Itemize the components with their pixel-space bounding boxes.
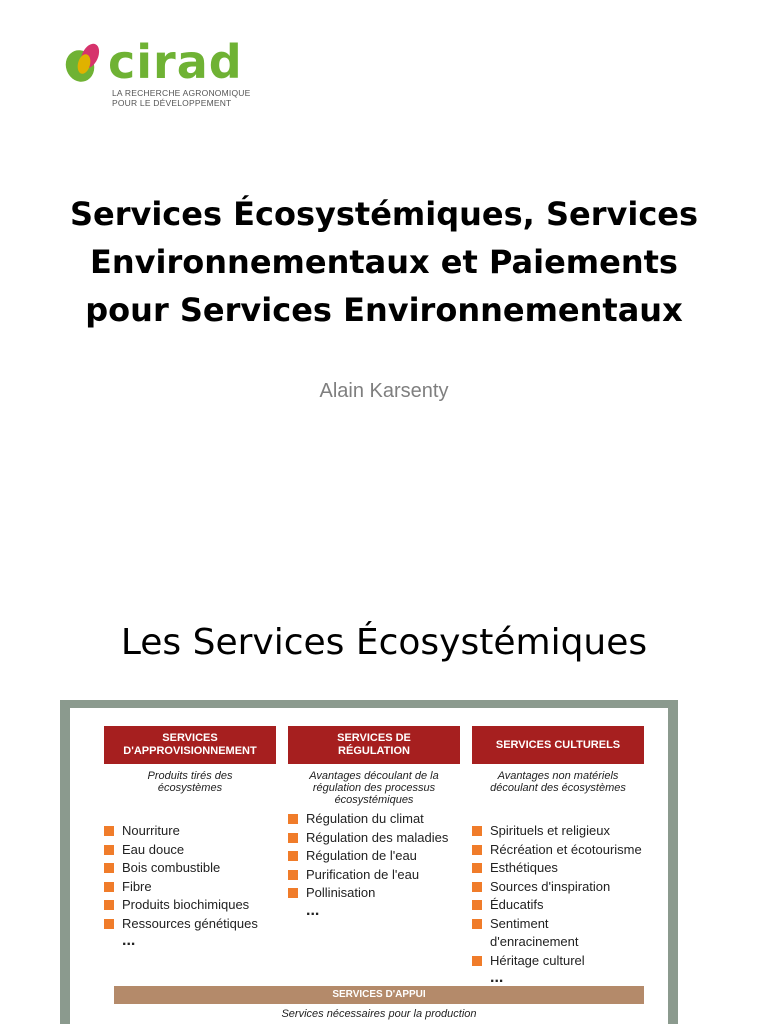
cirad-logo [62, 36, 262, 116]
bullet-square-icon [104, 882, 114, 892]
bullet-square-icon [472, 863, 482, 873]
list-item-label: Nourriture [122, 823, 180, 838]
list-item [104, 896, 276, 915]
slide2-title: Les Services Écosystémiques [120, 622, 648, 663]
list-item-label: d'enracinement [490, 934, 579, 949]
list-item [104, 859, 276, 878]
bullet-square-icon [472, 956, 482, 966]
column-subtitle-line: Produits tirés des [147, 770, 233, 782]
bullet-square-icon [104, 845, 114, 855]
bullet-square-icon [472, 882, 482, 892]
bullet-square-icon [104, 863, 114, 873]
column-subtitle-line: écosystèmes [157, 782, 223, 794]
list-item [104, 822, 276, 841]
bullet-square-icon [288, 870, 298, 880]
list-item-label: Éducatifs [490, 897, 544, 912]
title-line-2: Environnementaux et Paiements [90, 243, 678, 281]
column-header [104, 726, 276, 764]
list-item-label: Purification de l'eau [306, 866, 420, 882]
list-item [288, 866, 460, 885]
column-subtitle-line: Avantages non matériels [497, 770, 619, 782]
bullet-square-icon [472, 845, 482, 855]
list-item-label: Sources d'inspiration [490, 878, 611, 894]
title-line-3: pour Services Environnementaux [85, 291, 683, 329]
list-item-label: Pollinisation [306, 885, 376, 900]
list-item-label: Spirituels et religieux [490, 823, 610, 838]
bullet-square-icon [288, 851, 298, 861]
list-item-label: Régulation du climat [306, 811, 424, 826]
list-item-label: Produits biochimiques [122, 897, 250, 912]
column-subtitle [472, 770, 644, 806]
column-provisioning [104, 726, 276, 949]
list-item [472, 952, 644, 971]
ecosystem-services-figure [60, 700, 678, 1024]
list-item [472, 822, 644, 841]
slide-title [40, 190, 728, 334]
more-ellipsis: ... [122, 932, 136, 949]
column-subtitle [104, 770, 276, 806]
column-subtitle-line: écosystémiques [334, 794, 414, 806]
logo-tagline-line1: LA RECHERCHE AGRONOMIQUE [112, 88, 251, 98]
column-header [472, 726, 644, 764]
list-item [288, 847, 460, 866]
column-subtitle [288, 770, 460, 806]
bullet-square-icon [472, 826, 482, 836]
list-item-label: Ressources génétiques [122, 915, 258, 931]
list-item [472, 915, 644, 934]
list-item-label: Fibre [122, 878, 152, 894]
logo-wordmark: cirad [108, 35, 243, 89]
list-item [472, 859, 644, 878]
column-regulation [288, 726, 460, 919]
column-header-line: SERVICES [162, 732, 218, 744]
more-ellipsis: ... [490, 969, 504, 986]
list-item [472, 841, 644, 860]
list-item-label: Esthétiques [490, 860, 558, 875]
support-services-subtitle: Services nécessaires pour la production [281, 1008, 477, 1020]
list-item-label: Eau douce [122, 841, 185, 857]
logo-tagline-line2: POUR LE DÉVELOPPEMENT [112, 98, 232, 108]
leaf-logo-icon [62, 40, 106, 84]
list-item-label: Bois combustible [122, 860, 221, 875]
bullet-square-icon [104, 919, 114, 929]
list-item-label: Héritage culturel [490, 952, 585, 968]
bullet-square-icon [104, 900, 114, 910]
figure-panel [70, 708, 668, 1024]
column-header [288, 726, 460, 764]
list-item [472, 896, 644, 915]
bullet-square-icon [288, 833, 298, 843]
column-header-line: RÉGULATION [338, 745, 410, 757]
column-subtitle-line: régulation des processus [312, 782, 436, 794]
list-item-continuation [472, 933, 644, 952]
author-name: Alain Karsenty [319, 380, 449, 402]
bullet-square-icon [472, 919, 482, 929]
bullet-square-icon [104, 826, 114, 836]
bullet-square-icon [472, 900, 482, 910]
list-item [288, 810, 460, 829]
list-item-label: Régulation des maladies [306, 829, 449, 845]
column-header-line: SERVICES CULTURELS [495, 738, 621, 751]
list-item [104, 915, 276, 934]
support-services-header: SERVICES D'APPUI [114, 986, 644, 1004]
list-item [104, 841, 276, 860]
logo-tagline [112, 88, 250, 108]
column-list [472, 822, 644, 970]
bullet-square-icon [288, 814, 298, 824]
bullet-square-icon [288, 888, 298, 898]
list-item [472, 878, 644, 897]
more-ellipsis: ... [306, 901, 320, 919]
column-list [104, 822, 276, 933]
list-item [288, 884, 460, 903]
column-header-line: D'APPROVISIONNEMENT [123, 745, 257, 757]
column-header-line: SERVICES DE [337, 732, 411, 744]
title-line-1: Services Écosystémiques, Services [69, 195, 699, 233]
column-list [288, 810, 460, 903]
column-subtitle-line: Avantages découlant de la [309, 770, 439, 782]
list-item [288, 829, 460, 848]
list-item-label: Récréation et écotourisme [490, 841, 642, 857]
column-subtitle-line: découlant des écosystèmes [490, 782, 626, 794]
column-cultural [472, 726, 644, 986]
list-item-label: Sentiment [490, 915, 549, 931]
list-item [104, 878, 276, 897]
list-item-label: Régulation de l'eau [306, 848, 417, 863]
